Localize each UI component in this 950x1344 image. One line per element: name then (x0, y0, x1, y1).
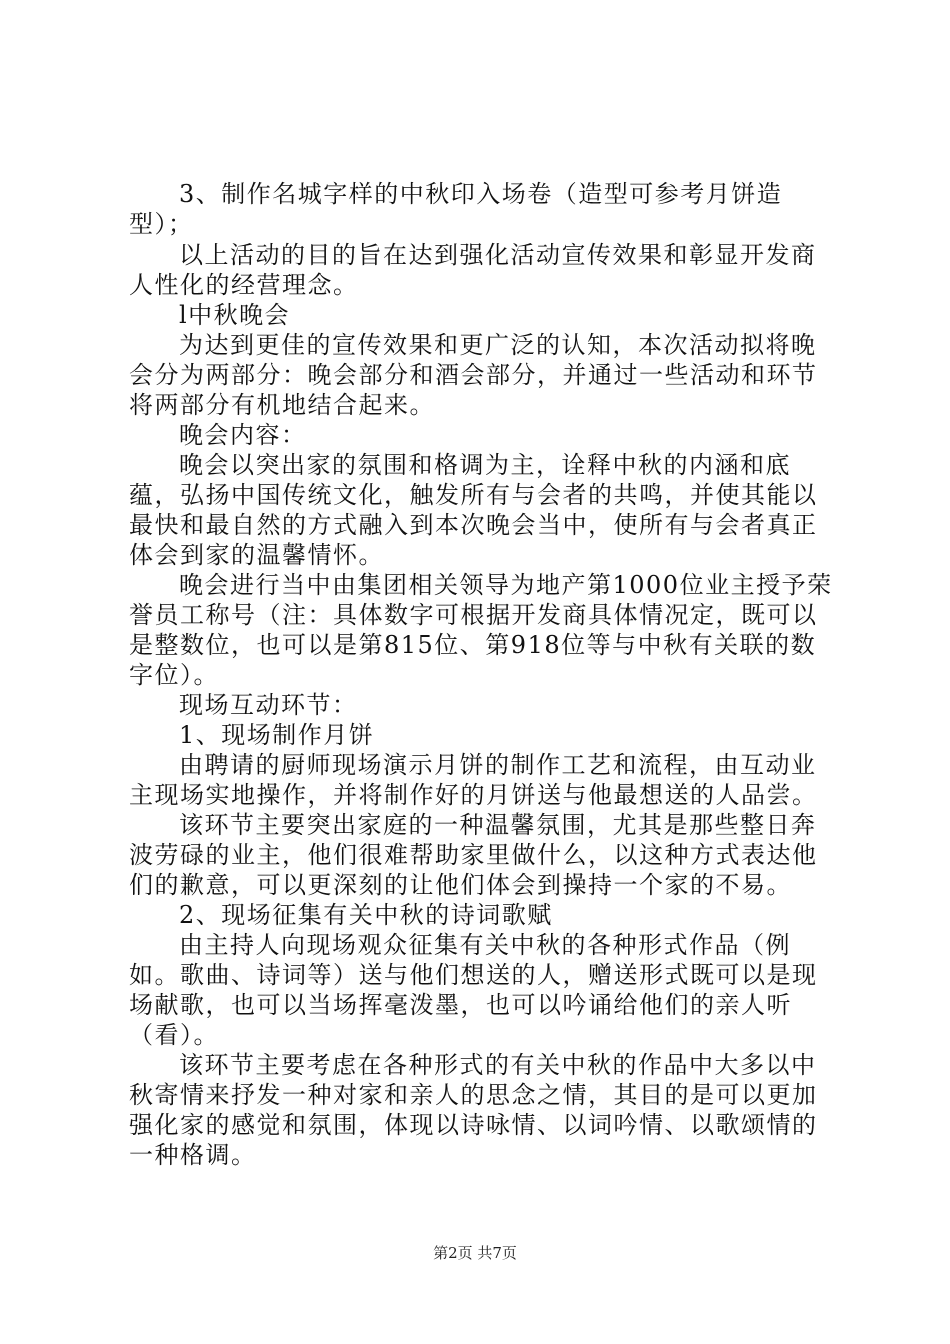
paragraph-poetry-collection: 由主持人向现场观众征集有关中秋的各种形式作品（例如。歌曲、诗词等）送与他们想送的人，赠送形式既可以是现场献歌，也可以当场挥毫泼墨，也可以吟诵给他们的亲人听（看）。 (129, 931, 818, 1049)
paragraph-activity-purpose: 以上活动的目的旨在达到强化活动宣传效果和彰显开发商人性化的经营理念。 (129, 241, 817, 299)
heading-interactive-session: 现场互动环节： (179, 691, 358, 719)
paragraph-mooncake-purpose: 该环节主要突出家庭的一种温馨氛围，尤其是那些整日奔波劳碌的业主，他们很难帮助家里做什么，以这种方式表达他们的歉意，可以更深刻的让他们体会到操持一个家的不易。 (129, 811, 818, 899)
page-number-footer: 第2页 共7页 (433, 1244, 517, 1262)
paragraph-poetry-purpose: 该环节主要考虑在各种形式的有关中秋的作品中大多以中秋寄情来抒发一种对家和亲人的思念之情，其目的是可以更加强化家的感觉和氛围，体现以诗咏情、以词吟情、以歌颂情的一种格调。 (129, 1051, 818, 1169)
heading-mooncake-making: 1、现场制作月饼 (179, 721, 375, 749)
paragraph-gala-theme: 晚会以突出家的氛围和格调为主，诠释中秋的内涵和底蕴，弘扬中国传统文化，触发所有与会者的共鸣，并使其能以最快和最自然的方式融入到本次晚会当中，使所有与会者真正体会到家的温馨情怀。 (129, 451, 818, 569)
heading-poetry-collection: 2、现场征集有关中秋的诗词歌赋 (179, 901, 553, 929)
paragraph-mooncake-demo: 由聘请的厨师现场演示月饼的制作工艺和流程，由互动业主现场实地操作，并将制作好的月饼送与他最想送的人品尝。 (129, 751, 818, 809)
paragraph-admission-ticket: 3、制作名城字样的中秋印入场卷（造型可参考月饼造型）； (129, 180, 783, 238)
paragraph-gala-structure: 为达到更佳的宣传效果和更广泛的认知，本次活动拟将晚会分为两部分：晚会部分和酒会部分，并通过一些活动和环节将两部分有机地结合起来。 (129, 331, 818, 419)
paragraph-honorary-award: 晚会进行当中由集团相关领导为地产第1000位业主授予荣誉员工称号（注：具体数字可根据开发商具体情况定，既可以是整数位，也可以是第815位、第918位等与中秋有关联的数字位）。 (129, 571, 833, 689)
heading-gala-content: 晚会内容： (179, 421, 307, 449)
heading-mid-autumn-gala: l中秋晚会 (179, 301, 291, 329)
